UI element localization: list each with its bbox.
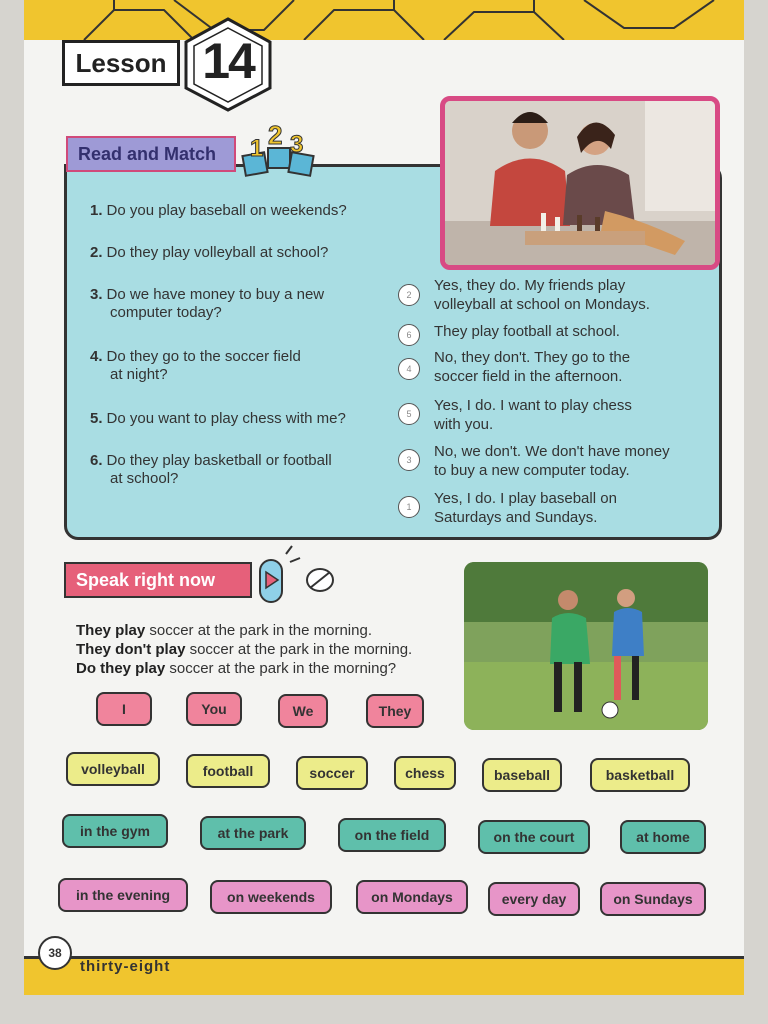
chip-pronoun-i[interactable]: I <box>96 692 152 726</box>
speak-right-now-title: Speak right now <box>64 562 252 598</box>
answer-2 <box>434 322 704 341</box>
svg-text:3: 3 <box>290 131 304 158</box>
question-number: 3. <box>90 286 103 303</box>
sentence-rest: soccer at the park in the morning? <box>165 660 397 677</box>
answer-text-cont: Saturdays and Sundays. <box>434 509 598 526</box>
svg-text:2: 2 <box>268 120 283 150</box>
answer-text-cont: soccer field in the afternoon. <box>434 368 623 385</box>
chip-sport-chess[interactable]: chess <box>394 756 456 790</box>
chip-time-on-weekends[interactable]: on weekends <box>210 880 332 914</box>
answer-1 <box>434 276 704 314</box>
question-text: Do they go to the soccer field <box>106 348 301 365</box>
question-text: Do you want to play chess with me? <box>106 410 346 427</box>
svg-text:1: 1 <box>250 135 264 162</box>
question-4 <box>90 348 301 384</box>
chip-pronoun-you[interactable]: You <box>186 692 242 726</box>
chip-pronoun-they[interactable]: They <box>366 694 424 728</box>
microphone-icon <box>248 544 338 614</box>
chip-sport-basketball[interactable]: basketball <box>590 758 690 792</box>
answer-text-cont: to buy a new computer today. <box>434 462 630 479</box>
question-number: 1. <box>90 202 103 219</box>
question-text: Do you play baseball on weekends? <box>106 202 347 219</box>
question-number: 5. <box>90 410 103 427</box>
chip-time-in-the-evening[interactable]: in the evening <box>58 878 188 912</box>
answer-text: Yes, they do. My friends play <box>434 277 626 294</box>
question-6 <box>90 452 332 488</box>
sentence-bold: They play <box>76 622 146 639</box>
numbers-123-icon <box>236 120 316 190</box>
question-3 <box>90 286 324 322</box>
answer-6 <box>434 489 704 527</box>
chip-time-on-mondays[interactable]: on Mondays <box>356 880 468 914</box>
example-sentence-1 <box>76 622 372 639</box>
question-5 <box>90 410 346 428</box>
top-band <box>24 0 744 40</box>
read-match-title: Read and Match <box>66 136 236 172</box>
question-number: 4. <box>90 348 103 365</box>
chip-time-every-day[interactable]: every day <box>488 882 580 916</box>
answer-circle-1[interactable]: 2 <box>398 284 420 306</box>
sentence-rest: soccer at the park in the morning. <box>185 641 413 658</box>
page-number: 38 <box>38 936 72 970</box>
chip-place-in-the-gym[interactable]: in the gym <box>62 814 168 848</box>
answer-text: No, we don't. We don't have money <box>434 443 670 460</box>
sentence-rest: soccer at the park in the morning. <box>145 622 372 639</box>
question-2 <box>90 244 328 262</box>
answer-circle-4[interactable]: 5 <box>398 403 420 425</box>
answer-text: Yes, I do. I want to play chess <box>434 397 632 414</box>
question-number: 6. <box>90 452 103 469</box>
sentence-bold: Do they play <box>76 660 166 677</box>
chip-place-on-the-field[interactable]: on the field <box>338 818 446 852</box>
chip-sport-baseball[interactable]: baseball <box>482 758 562 792</box>
answer-4 <box>434 396 704 434</box>
chip-place-at-the-park[interactable]: at the park <box>200 816 306 850</box>
answer-circle-2[interactable]: 6 <box>398 324 420 346</box>
answer-circle-3[interactable]: 4 <box>398 358 420 380</box>
lesson-number: 14 <box>202 33 254 89</box>
chip-time-on-sundays[interactable]: on Sundays <box>600 882 706 916</box>
sentence-bold: They don't play <box>76 641 186 658</box>
lesson-label: Lesson <box>62 40 180 86</box>
answer-circle-6[interactable]: 1 <box>398 496 420 518</box>
page-number-words: thirty-eight <box>80 958 171 975</box>
question-text: Do they play basketball or football <box>106 452 332 469</box>
answer-text: They play football at school. <box>434 323 620 340</box>
answer-text: No, they don't. They go to the <box>434 349 631 366</box>
answer-circle-5[interactable]: 3 <box>398 449 420 471</box>
kids-playing-chess-photo <box>440 96 720 270</box>
answer-text: Yes, I do. I play baseball on <box>434 490 617 507</box>
answer-3 <box>434 348 704 386</box>
question-1 <box>90 202 347 220</box>
answer-text-cont: with you. <box>434 416 494 433</box>
chip-sport-soccer[interactable]: soccer <box>296 756 368 790</box>
question-text-cont: at school? <box>110 470 179 487</box>
question-number: 2. <box>90 244 103 261</box>
chip-place-on-the-court[interactable]: on the court <box>478 820 590 854</box>
chip-place-at-home[interactable]: at home <box>620 820 706 854</box>
question-text-cont: computer today? <box>110 304 222 321</box>
example-sentence-3 <box>76 660 396 677</box>
chip-pronoun-we[interactable]: We <box>278 694 328 728</box>
question-text: Do they play volleyball at school? <box>106 244 329 261</box>
answer-5 <box>434 442 704 480</box>
example-sentence-2 <box>76 641 412 658</box>
answer-text-cont: volleyball at school on Mondays. <box>434 296 650 313</box>
chip-sport-volleyball[interactable]: volleyball <box>66 752 160 786</box>
textbook-page <box>24 0 744 995</box>
question-text-cont: at night? <box>110 366 168 383</box>
girls-playing-soccer-photo <box>464 562 708 730</box>
question-text: Do we have money to buy a new <box>106 286 325 303</box>
chip-sport-football[interactable]: football <box>186 754 270 788</box>
